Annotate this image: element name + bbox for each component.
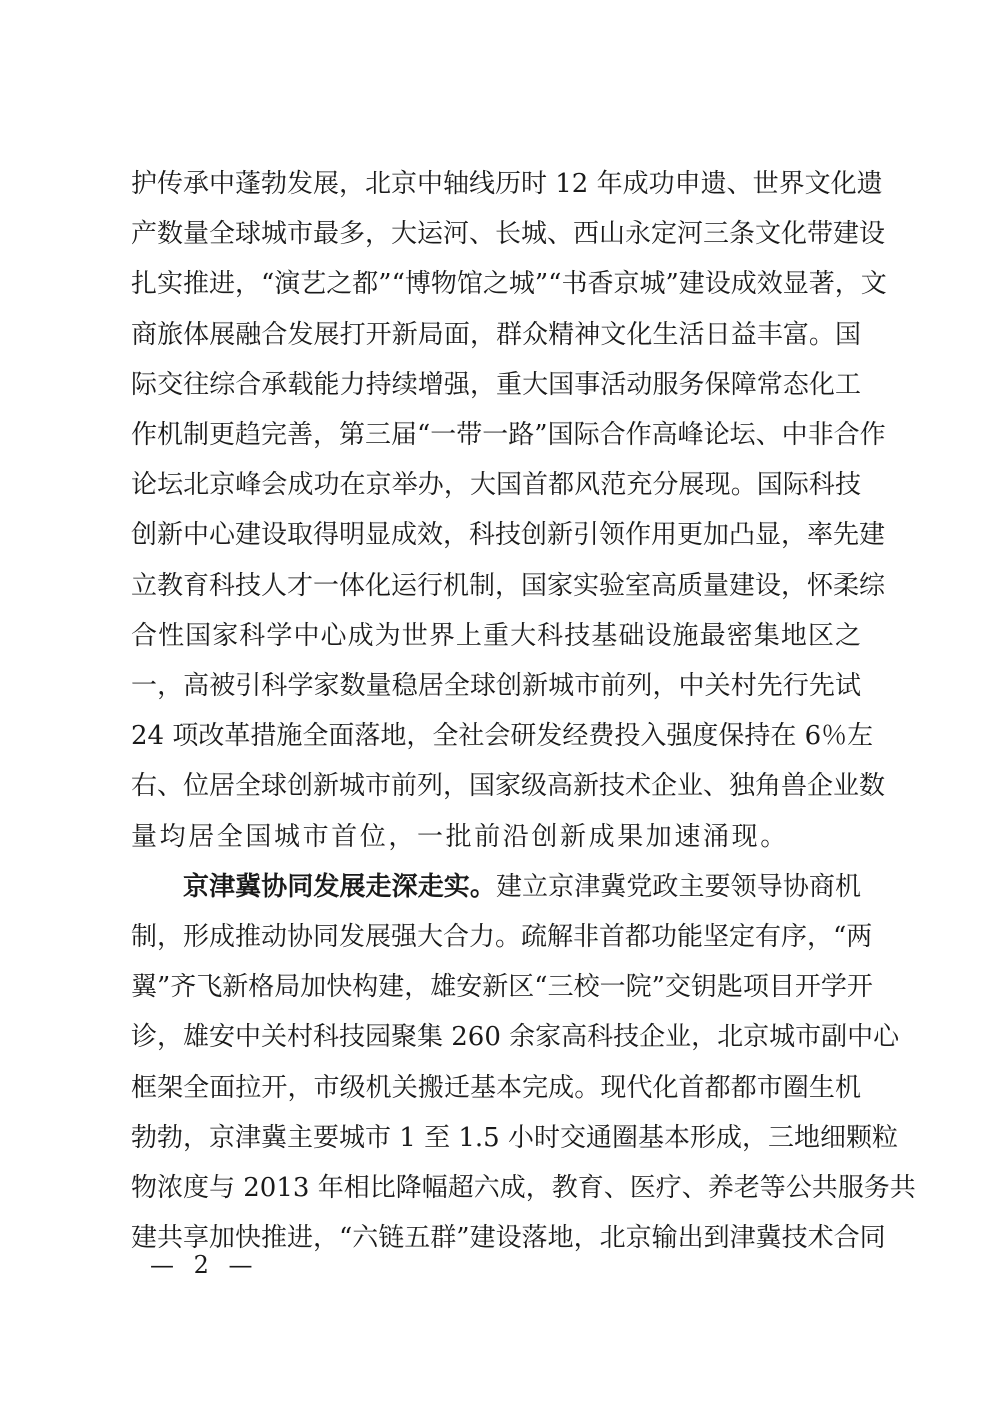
text-line: 创新中心建设取得明显成效，科技创新引领作用更加凸显，率先建 xyxy=(131,520,886,550)
text-line: 翼”齐飞新格局加快构建，雄安新区“三校一院”交钥匙项目开学开 xyxy=(131,972,873,1002)
text-line: 产数量全球城市最多，大运河、长城、西山永定河三条文化带建设 xyxy=(131,219,886,249)
text-line: 商旅体展融合发展打开新局面，群众精神文化生活日益丰富。国 xyxy=(131,320,861,350)
text-line: 诊，雄安中关村科技园聚集 260 余家高科技企业，北京城市副中心 xyxy=(131,1022,900,1052)
text-line: 立教育科技人才一体化运行机制，国家实验室高质量建设，怀柔综 xyxy=(131,571,886,601)
text-line: 扎实推进，“演艺之都”“博物馆之城”“书香京城”建设成效显著，文 xyxy=(131,269,887,299)
paragraph-heading: 京津冀协同发展走深走实。 xyxy=(183,872,496,902)
text-line: 合性国家科学中心成为世界上重大科技基础设施最密集地区之 xyxy=(131,621,861,651)
text-line: 一，高被引科学家数量稳居全球创新城市前列，中关村先行先试 xyxy=(131,671,861,701)
paragraph-first-line xyxy=(183,867,861,907)
text-line: 24 项改革措施全面落地，全社会研发经费投入强度保持在 6％左 xyxy=(131,721,874,751)
text-line: 际交往综合承载能力持续增强，重大国事活动服务保障常态化工 xyxy=(131,370,861,400)
text-line: 框架全面拉开，市级机关搬迁基本完成。现代化首都都市圈生机 xyxy=(131,1073,861,1103)
text-line: 量均居全国城市首位，一批前沿创新成果加速涌现。 xyxy=(131,822,789,852)
text-line: 建共享加快推进，“六链五群”建设落地，北京输出到津冀技术合同 xyxy=(131,1223,886,1253)
text-line: 护传承中蓬勃发展，北京中轴线历时 12 年成功申遗、世界文化遗 xyxy=(131,169,883,199)
text-line: 物浓度与 2013 年相比降幅超六成，教育、医疗、养老等公共服务共 xyxy=(131,1173,916,1203)
page-number: — 2 — xyxy=(150,1251,259,1279)
text-line: 作机制更趋完善，第三届“一带一路”国际合作高峰论坛、中非合作 xyxy=(131,420,886,450)
text-line: 右、位居全球创新城市前列，国家级高新技术企业、独角兽企业数 xyxy=(131,771,886,801)
text-line: 制，形成推动协同发展强大合力。疏解非首都功能坚定有序，“两 xyxy=(131,922,873,952)
text-line: 勃勃，京津冀主要城市 1 至 1.5 小时交通圈基本形成，三地细颗粒 xyxy=(131,1123,898,1153)
text-line: 论坛北京峰会成功在京举办，大国首都风范充分展现。国际科技 xyxy=(131,470,861,500)
paragraph-text: 建立京津冀党政主要领导协商机 xyxy=(495,872,861,902)
